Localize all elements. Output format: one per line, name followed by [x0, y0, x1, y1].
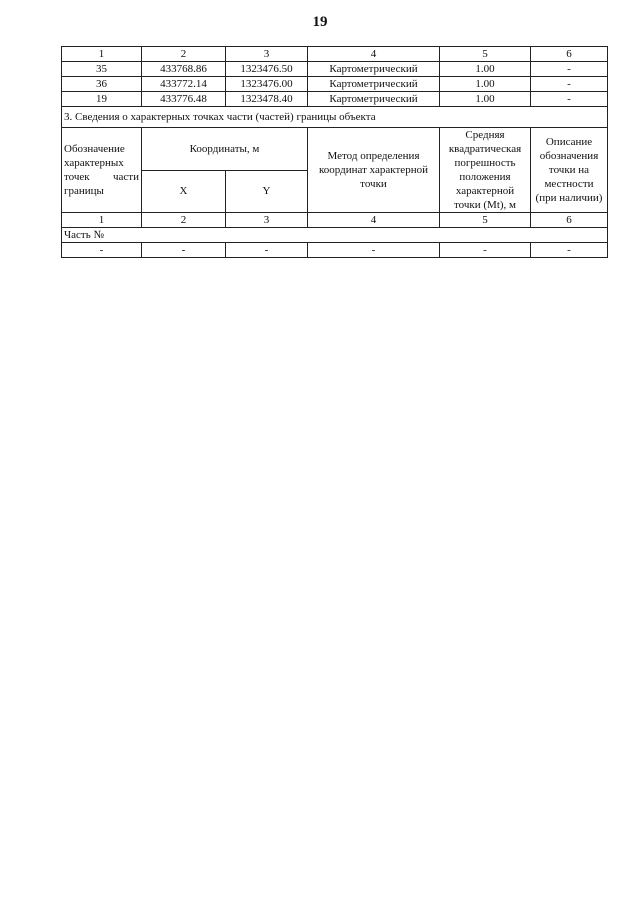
- method-cell: Картометрический: [308, 62, 440, 77]
- empty-cell: -: [531, 243, 608, 258]
- table-row: [62, 62, 608, 77]
- empty-cell: -: [62, 243, 142, 258]
- empty-cell: -: [226, 243, 308, 258]
- table-row: [62, 92, 608, 107]
- point-cell: 19: [62, 92, 142, 107]
- method-cell: Картометрический: [308, 92, 440, 107]
- part-label-row: [62, 228, 608, 243]
- description-cell: -: [531, 62, 608, 77]
- section-title-row: [62, 107, 608, 128]
- empty-cell: -: [440, 243, 531, 258]
- header-y: Y: [226, 170, 308, 213]
- col-number-cell: 3: [226, 47, 308, 62]
- x-cell: 433776.48: [142, 92, 226, 107]
- y-cell: 1323476.00: [226, 77, 308, 92]
- col-number-cell: 2: [142, 213, 226, 228]
- point-cell: 35: [62, 62, 142, 77]
- column-number-row: [62, 47, 608, 62]
- boundary-points-table: [61, 46, 608, 258]
- col-number-cell: 6: [531, 47, 608, 62]
- x-cell: 433772.14: [142, 77, 226, 92]
- method-cell: Картометрический: [308, 77, 440, 92]
- header-row: [62, 128, 608, 171]
- header-x: X: [142, 170, 226, 213]
- header-description: Описание обозначения точки на местности (при наличии): [531, 128, 608, 213]
- col-number-cell: 6: [531, 213, 608, 228]
- description-cell: -: [531, 77, 608, 92]
- col-number-cell: 3: [226, 213, 308, 228]
- accuracy-cell: 1.00: [440, 92, 531, 107]
- x-cell: 433768.86: [142, 62, 226, 77]
- accuracy-cell: 1.00: [440, 62, 531, 77]
- part-label: Часть №: [62, 228, 608, 243]
- col-number-cell: 1: [62, 213, 142, 228]
- col-number-cell: 5: [440, 213, 531, 228]
- table-row: [62, 77, 608, 92]
- column-number-row: [62, 213, 608, 228]
- table-row: [62, 243, 608, 258]
- col-number-cell: 2: [142, 47, 226, 62]
- col-number-cell: 4: [308, 47, 440, 62]
- empty-cell: -: [308, 243, 440, 258]
- section-title: 3. Сведения о характерных точках части (частей) границы объекта: [62, 107, 608, 128]
- point-cell: 36: [62, 77, 142, 92]
- col-number-cell: 5: [440, 47, 531, 62]
- col-number-cell: 4: [308, 213, 440, 228]
- y-cell: 1323476.50: [226, 62, 308, 77]
- header-coordinates: Координаты, м: [142, 128, 308, 171]
- description-cell: -: [531, 92, 608, 107]
- header-accuracy: Средняя квадратическая погрешность положения характерной точки (Mt), м: [440, 128, 531, 213]
- col-number-cell: 1: [62, 47, 142, 62]
- y-cell: 1323478.40: [226, 92, 308, 107]
- accuracy-cell: 1.00: [440, 77, 531, 92]
- page-number: 19: [312, 14, 328, 30]
- header-point-designation: Обозначение характерных точек части границы: [62, 128, 142, 213]
- header-method: Метод определения координат характерной точки: [308, 128, 440, 213]
- empty-cell: -: [142, 243, 226, 258]
